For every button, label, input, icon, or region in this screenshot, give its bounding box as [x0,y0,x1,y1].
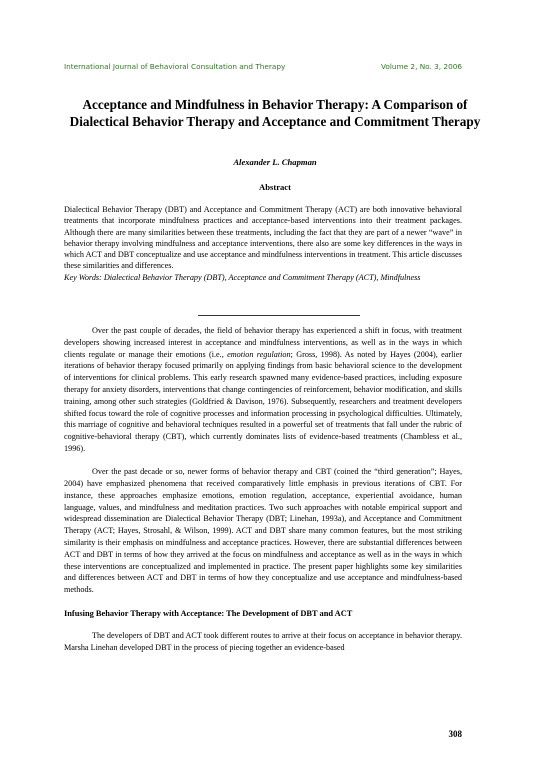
body-text [64,325,462,665]
abstract-heading: Abstract [259,182,291,192]
page-number: 308 [448,729,462,739]
section-divider [198,315,360,316]
journal-name: International Journal of Behavioral Consultation and Therapy [64,62,286,71]
running-head [64,62,462,71]
emphasis-emotion-regulation: emotion regulation [227,349,291,359]
paragraph-1-start: Over the past couple of decades, the field of behavior therapy has experienced a shift in focus, with treatment developers showing increased interest in acceptance and mindfulness interventions, as well as in the ways in which clients regulate or manage their emotions (i.e., [64,326,462,359]
section-heading: Infusing Behavior Therapy with Acceptance: The Development of DBT and ACT [64,608,353,618]
paragraph-1-end: ; Gross, 1998). As noted by Hayes (2004), earlier iterations of behavior therapy focused primarily on applying findings from basic behavioral science to the development of interventions for clinical problems. This early research spawned many evidence-based practices, including exposure therapy for anxiety disorders, interventions that change contingencies of reinforcement, behavior modification, and skills training, among other such strategies (Goldfried & Davison, 1976). Subsequently, researchers and treatment developers shifted focus toward the role of cognitive processes and information processing in psychological difficulties. Ultimately, this marriage of cognitive and behavioral techniques resulted in a powerful set of treatments that fall under the rubric of cognitive-behavioral therapy (CBT), which currently dominates lists of evidence-based treatments (Chambless et al., 1996). [64,349,463,453]
author-name: Alexander L. Chapman [233,157,317,167]
volume-info: Volume 2, No. 3, 2006 [380,62,462,71]
abstract-block [64,204,462,283]
keywords: Key Words: Dialectical Behavior Therapy (DBT), Acceptance and Commitment Therapy (ACT), Mindfulness [64,272,421,282]
abstract-text: Dialectical Behavior Therapy (DBT) and Acceptance and Commitment Therapy (ACT) are both innovative behavioral treatments that incorporate mindfulness practices and acceptance-based interventions into their treatment packages. Although there are many similarities between these treatments, including the fact that they are part of a newer “wave” in behavior therapy involving mindfulness and acceptance interventions, there also are some key differences in the ways in which ACT and DBT conceptualize and use acceptance and mindfulness interventions in treatment. This article discusses these similarities and differences. [64,205,462,271]
paragraph-2: Over the past decade or so, newer forms of behavior therapy and CBT (coined the “third generation”; Hayes, 2004) have emphasized phenomena that received comparatively little emphasis in previous iterations of CBT. For instance, these approaches emphasize emotions, emotion regulation, acceptance, experiential avoidance, human language, values, and mindfulness and meditation practices. Two such approaches with notable empirical support and widespread dissemination are Dialectical Behavior Therapy (DBT; Linehan, 1993a), and Acceptance and Commitment Therapy (ACT; Hayes, Strosahl, & Wilson, 1999). ACT and DBT share many common features, but the most striking similarity is their emphasis on mindfulness and acceptance practices. However, there are substantial differences between ACT and DBT in terms of how they arrived at the focus on mindfulness and acceptance as well as in the ways in which these interventions are conceptualized and implemented in practice. The present paper highlights some key similarities and differences between ACT and DBT in terms of how they conceptualize and use acceptance and mindfulness-based methods. [64,467,462,595]
paragraph-3: The developers of DBT and ACT took different routes to arrive at their focus on acceptance in behavior therapy. Marsha Linehan developed DBT in the process of piecing together an evidence-based [64,631,462,653]
paragraph-1 [64,325,462,455]
article-title: Acceptance and Mindfulness in Behavior Therapy: A Comparison of Dialectical Behavior Therapy and Acceptance and Commitment Therapy [69,97,481,129]
